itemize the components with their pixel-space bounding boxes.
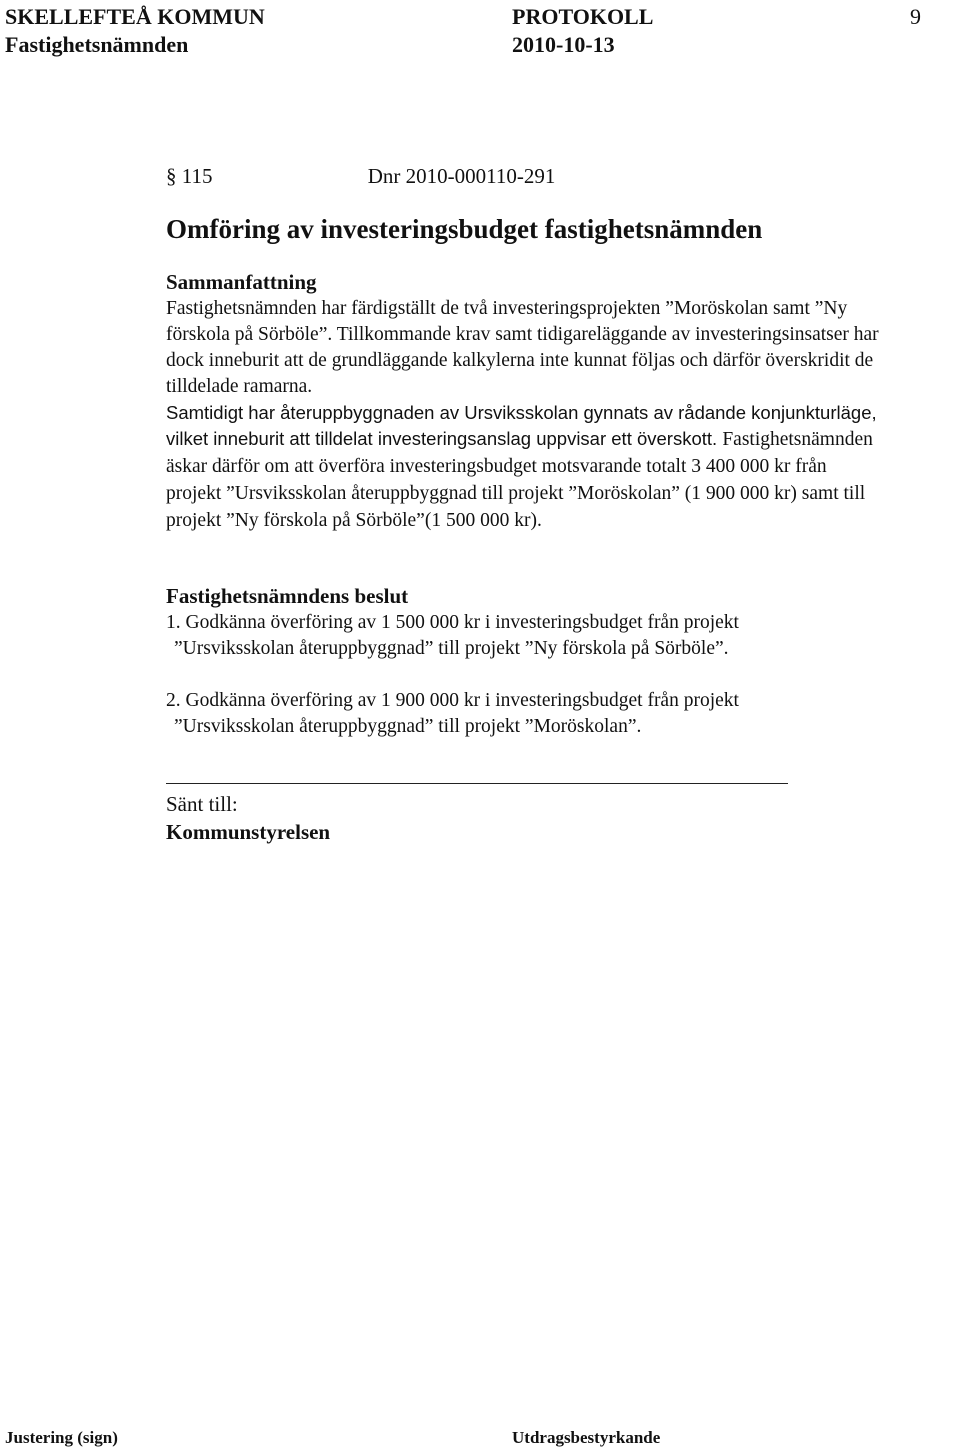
summary-heading: Sammanfattning xyxy=(166,270,317,294)
header-date: 2010-10-13 xyxy=(512,32,615,57)
decision-heading: Fastighetsnämndens beslut xyxy=(166,584,409,608)
sent-to-label: Sänt till: xyxy=(166,792,238,816)
paragraph-number: 115 xyxy=(181,164,213,188)
diary-number: Dnr 2010-000110-291 xyxy=(367,164,556,188)
section-number-line xyxy=(166,164,555,189)
header-page-number: 9 xyxy=(910,4,921,29)
signature-rule xyxy=(166,783,788,784)
section-sign-icon: § xyxy=(166,164,177,188)
footer-justering: Justering (sign) xyxy=(5,1428,118,1447)
sent-to-recipient: Kommunstyrelsen xyxy=(166,820,331,844)
footer-utdragsbestyrkande: Utdragsbestyrkande xyxy=(512,1428,661,1447)
header-committee: Fastighetsnämnden xyxy=(5,32,189,57)
decision-item-1-line-2: ”Ursviksskolan återuppbyggnad” till projekt ”Ny förskola på Sörböle”. xyxy=(174,638,729,659)
decision-list xyxy=(166,610,886,740)
decision-item-1-line-1: 1. Godkänna överföring av 1 500 000 kr i investeringsbudget från projekt xyxy=(166,612,739,633)
header-org: SKELLEFTEÅ KOMMUN xyxy=(5,4,265,29)
decision-item-2-line-1: 2. Godkänna överföring av 1 900 000 kr i investeringsbudget från projekt xyxy=(166,690,739,711)
summary-paragraph-2-serif: Fastighetsnämnden äskar därför om att överföra investeringsbudget motsvarande totalt 3 400 000 kr från projekt ”Ursviksskolan återuppbyggnad till projekt ”Moröskolan” (1 900 000 kr) samt till projekt ”Ny förskola på Sörböle”(1 500 000 kr). xyxy=(166,429,873,531)
summary-paragraph-2 xyxy=(166,400,886,534)
header-doc-type: PROTOKOLL xyxy=(512,4,654,29)
document-title: Omföring av investeringsbudget fastighetsnämnden xyxy=(166,214,763,244)
summary-body xyxy=(166,296,886,534)
summary-paragraph-1: Fastighetsnämnden har färdigställt de två investeringsprojekten ”Moröskolan samt ”Ny förskola på Sörböle”. Tillkommande krav samt tidigareläggande av investeringsinsatser har dock inneburit att de grundläggande kalkylerna inte kunnat följas och därför överskridit de tilldelade ramarna. xyxy=(166,298,879,397)
summary-paragraph-2-sans: Samtidigt har återuppbyggnaden av Ursviksskolan gynnats av rådande konjunkturläge, vilket inneburit att tilldelat investeringsanslag uppvisar ett överskott. xyxy=(166,402,877,449)
decision-item-2-line-2: ”Ursviksskolan återuppbyggnad” till projekt ”Moröskolan”. xyxy=(174,716,642,737)
